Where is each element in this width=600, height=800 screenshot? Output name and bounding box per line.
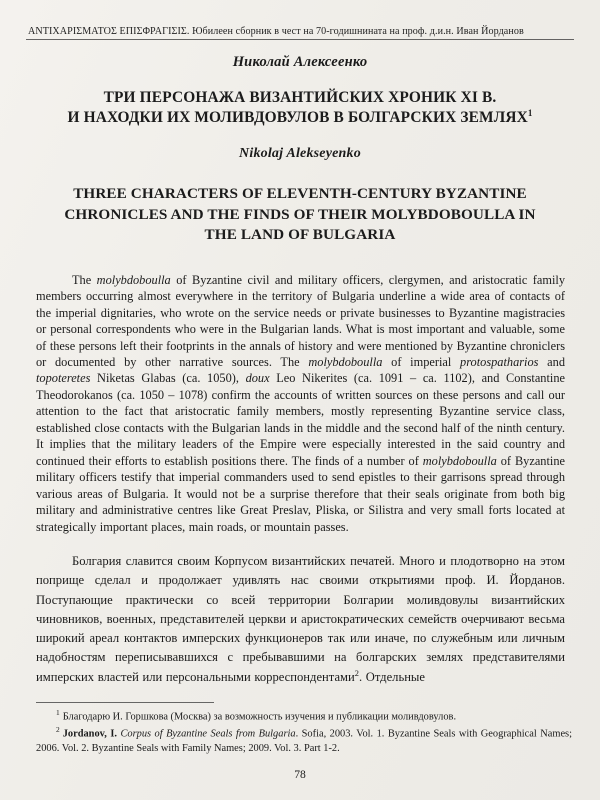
term-molybdoboulla-2: molybdoboulla [308, 354, 383, 369]
title-latin-line-3: THE LAND OF BULGARIA [204, 226, 396, 244]
footnote-item-1 [36, 708, 572, 724]
abstract-text-f: Leo Nikerites (ca. 1091 – ca. 1102), and Constantine Theodorokanos (ca. 1050 – 1078) confirm the accounts of written sources on these persons and call our attention to the fact that aristocratic family members, mostly representing Byzantine service class, established close contacts with the Bulgarian lands in the middle and the second half of the ninth century. It implies that the military leaders of the Empire were especially interested in the said country and continued their efforts to establish positions there. The finds of a number of [36, 371, 565, 468]
body-cyrillic-text-tail: . Отдельные [358, 669, 425, 684]
title-latin-line-1: THREE CHARACTERS OF ELEVENTH-CENTURY BYZANTINE [73, 185, 527, 203]
abstract-text-g: of Byzantine military officers testify that imperial commanders used to send epistles to their garrisons spread through various areas of Bulgaria. It would not be a surprise therefore that their seals originate from both big military and administrative centres like Great Preslav, Pliska, or Silistra and very small forts located at strategically important places, main roads, or mountain passes. [36, 453, 565, 534]
title-cyrillic-line-1: ТРИ ПЕРСОНАЖА ВИЗАНТИЙСКИХ ХРОНИК XI В. [103, 89, 497, 106]
abstract-text-a: The [72, 272, 97, 287]
term-topoteretes: topoteretes [36, 371, 91, 386]
header-rule [26, 39, 574, 40]
title-cyrillic-line-2: И НАХОДКИ ИХ МОЛИВДОВУЛОВ В БОЛГАРСКИХ ЗЕМЛЯХ [67, 109, 528, 127]
body-footnote-marker: 2 [354, 668, 359, 678]
body-cyrillic-text: Болгария славится своим Корпусом византийских печатей. Много и плодотворно на этом поприще сделал и продолжает удивлять нас своими открытиями проф. И. Йорданов. Поступающие практически со всей территории Болгарии моливдовулы византийских чиновников, военных, представителей церкви и аристократических семейств очерчивают весьма широкий ареал контактов имперских функционеров так или иначе, по служебным или личным надобностям переписывавшихся с пребывавшими на болгарских землях представителями имперских властей или персональными корреспондентами [36, 554, 565, 684]
abstract-text-d: and [538, 354, 566, 369]
abstract-text-e: Niketas Glabas (ca. 1050), [90, 371, 246, 386]
body-paragraph-cyrillic [26, 552, 574, 687]
article-title-latin [26, 184, 574, 246]
title-footnote-marker: 1 [527, 108, 533, 119]
footnote-2-title: Corpus of Byzantine Seals from Bulgaria [116, 728, 296, 740]
title-latin-line-2: CHRONICLES AND THE FINDS OF THEIR MOLYBDOBOULLA IN [64, 205, 536, 223]
term-molybdoboulla-1: molybdoboulla [96, 272, 171, 287]
footnote-2-marker: 2 [56, 725, 60, 735]
footnote-item-2 [36, 725, 572, 755]
footnote-2-rest: . Sofia, 2003. Vol. 1. Byzantine Seals with Geographical Names; 2006. Vol. 2. Byzantine Seals with Family Names; 2009. Vol. 3. Part 1-2. [36, 728, 572, 754]
footnote-section [36, 702, 572, 757]
term-molybdoboulla-3: molybdoboulla [422, 453, 497, 468]
term-doux: doux [245, 371, 270, 386]
term-protospatharios: protospatharios [460, 354, 539, 369]
author-name-latin: Nikolaj Alekseyenko [239, 146, 361, 162]
abstract-paragraph-english [26, 272, 574, 536]
author-name-cyrillic: Николай Алексеенко [232, 54, 368, 70]
running-head: ΑΝΤΙΧΑΡΙΣΜΑΤΟΣ ΕΠΙΣΦΡΑΓΙΣΙΣ. Юбилеен сборник в чест на 70-годишнината на проф. д.и.н. Иван Йорданов [28, 26, 524, 37]
footnote-1-text: Благодарю И. Горшкова (Москва) за возможность изучения и публикации моливдовулов. [62, 711, 457, 723]
abstract-text-b: of Byzantine civil and military officers, clergymen, and aristocratic family members occurring almost everywhere in the territory of Bulgaria underline a wide area of contacts of the imperial dignitaries, who wrote on the service needs or private businesses to Byzantine magistracies or personal correspondents who were in the Bulgarian lands. What is most important and valuable, some of these persons left their footprints in the annals of history and were mentioned by Byzantine chroniclers or documented by other narrative sources. The [36, 272, 565, 369]
page-number: 78 [294, 768, 306, 781]
abstract-text-c: of imperial [382, 354, 461, 369]
footnote-1-marker: 1 [56, 708, 60, 717]
footnote-2-author: Jordanov, I. [62, 728, 117, 740]
article-title-cyrillic [26, 88, 574, 129]
footnote-separator-rule [36, 702, 214, 703]
